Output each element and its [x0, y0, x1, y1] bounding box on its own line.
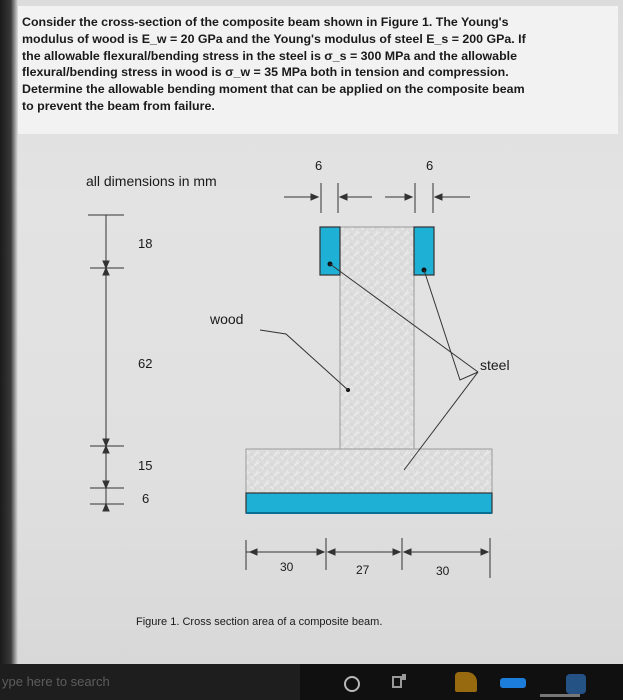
taskbar	[0, 664, 623, 700]
figure-caption: Figure 1. Cross section area of a composite beam.	[136, 616, 383, 628]
active-app-indicator	[540, 694, 580, 697]
dim-h1-label: 30	[280, 560, 294, 574]
wood-web	[340, 227, 414, 449]
pinned-app-icon[interactable]	[566, 674, 586, 694]
problem-line: flexural/bending stress in wood is σ_w = 35 MPa both in tension and compression.	[22, 65, 509, 80]
task-view-icon[interactable]	[392, 674, 406, 690]
dim-top-right-label: 6	[426, 158, 434, 173]
problem-line: Determine the allowable bending moment that can be applied on the composite beam	[22, 82, 525, 97]
wood-flange	[246, 449, 492, 493]
vertical-dimension-marks	[88, 215, 124, 511]
dim-v3-label: 15	[138, 458, 153, 473]
steel-left-strip	[320, 227, 340, 275]
top-dimension-marks	[284, 183, 470, 213]
dim-h3-label: 30	[436, 564, 450, 578]
wood-label: wood	[210, 311, 244, 327]
file-explorer-icon[interactable]	[455, 672, 477, 692]
units-note: all dimensions in mm	[86, 173, 217, 189]
dim-v2-label: 62	[138, 356, 153, 371]
browser-app-icon[interactable]	[500, 678, 526, 688]
cortana-circle-icon[interactable]	[344, 676, 360, 692]
steel-bottom-plate	[246, 493, 492, 513]
dim-top-left-label: 6	[315, 158, 323, 173]
taskbar-search-box[interactable]: ype here to search	[0, 664, 300, 700]
dim-h2-label: 27	[356, 563, 370, 577]
problem-line: to prevent the beam from failure.	[22, 98, 215, 113]
wood-leader-line	[260, 330, 348, 390]
steel-leader-line-2	[424, 270, 478, 380]
dim-v1-label: 18	[138, 236, 153, 251]
steel-label: steel	[480, 357, 510, 373]
problem-line: modulus of wood is E_w = 20 GPa and the Young's modulus of steel E_s = 200 GPa. If	[22, 31, 526, 46]
problem-line: the allowable flexural/bending stress in the steel is σ_s = 300 MPa and the allowable	[22, 48, 517, 63]
problem-line: Consider the cross-section of the composite beam shown in Figure 1. The Young's	[22, 15, 509, 29]
dim-v4-label: 6	[142, 491, 150, 506]
